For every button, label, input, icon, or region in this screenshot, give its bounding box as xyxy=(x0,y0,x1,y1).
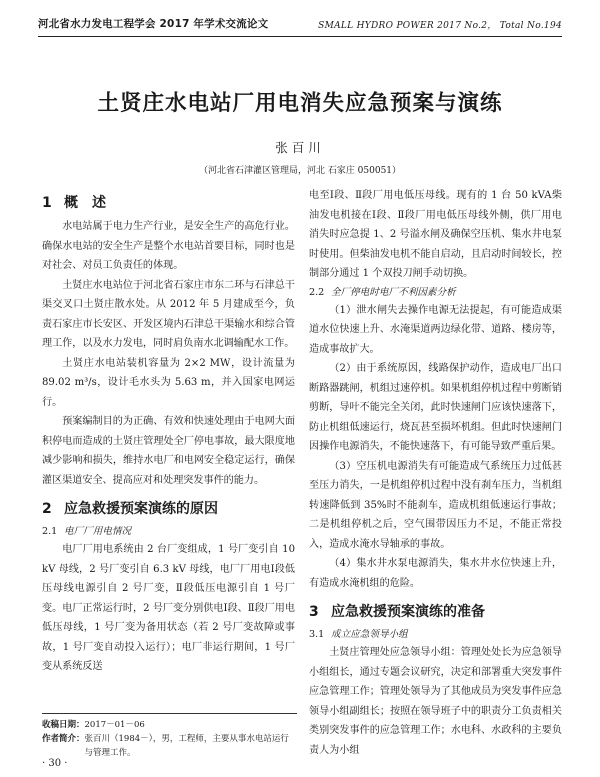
paragraph: 土贤庄水电站位于河北省石家庄市东二环与石津总干渠交叉口土贤庄散水处。从 2012 年 5 月建成至今，负责石家庄市长安区、开发区境内石津总干渠输水和综合管理工作，以及水力发电，同时肩负南水北调输配水工作。 xyxy=(42,279,295,349)
footnote-received: 收稿日期： 2017－01－06 xyxy=(42,720,145,730)
subsection-3-1-heading: 3.1 成立应急领导小组 xyxy=(309,629,408,640)
paragraph: 电至Ⅰ段、Ⅱ段厂用电低压母线。现有的 1 台 50 kVA柴油发电机接在Ⅰ段、Ⅱ段厂用电低压母线外侧，供厂用电消失时应急提 1、2 号溢水闸及确保空压机、集水井电泵时使用。但柴油发电机不能自启动，且启动时间较长，控制部分通过 1 个双投刀闸手动切换。 xyxy=(309,190,562,279)
paragraph: （3）空压机电源消失有可能造成气系统压力过低甚至压力消失，一是机组停机过程中没有刹车压力，当机组转速降低到 35%时不能刹车，造成机组低速运行事故；二是机组停机之后，空气围带因压力不足，不能正常投入，造成水淹水导轴承的事故。 xyxy=(309,460,562,550)
section-2-heading: 2 应急救援预案演练的原因 xyxy=(42,501,218,517)
paragraph: 土贤庄管理处应急领导小组：管理处处长为应急领导小组组长，通过专题会议研究，决定和部署重大突发事件应急管理工作；管理处领导为了其他成员为突发事件应急领导小组副组长；按照在领导班子中的职责分工负责相关类别突发事件的应急管理工作；水电科、水政科的主要负责人为小组 xyxy=(309,647,562,756)
paragraph: 预案编制目的为正确、有效和快速处理由于电网大面积停电而造成的土贤庄管理处全厂停电事故，最大限度地减少影响和损失，维持水电厂和电网安全稳定运行，确保灌区渠道安全、提高应对和处理突发事件的能力。 xyxy=(42,416,295,486)
section-1-heading: 1 概 述 xyxy=(42,195,106,211)
page-number: · 30 · xyxy=(42,758,68,769)
subsection-2-1-heading: 2.1 电厂厂用电情况 xyxy=(42,526,132,537)
paragraph: （2）由于系统原因，线路保护动作，造成电厂出口断路器跳闸，机组过速停机。如果机组停机过程中剪断销剪断，导叶不能完全关闭，此时快速闸门应该快速落下，防止机组低速运行，烧瓦甚至损坏机组。但此时快速闸门因操作电源消失，不能快速落下，有可能导致严重后果。 xyxy=(309,363,562,452)
paragraph: （4）集水井水泵电源消失，集水井水位快速上升，有造成水淹机组的危险。 xyxy=(309,558,562,589)
journal-society-label: 河北省水力发电工程学会 2017 年学术交流论文 xyxy=(38,18,269,30)
paragraph: 水电站属于电力生产行业，是安全生产的高危行业。确保水电站的安全生产是整个水电站首要目标，同时也是对社会、对员工负责任的体现。 xyxy=(42,221,295,271)
subsection-2-2-heading: 2.2 全厂停电时电厂不利因素分析 xyxy=(309,286,456,298)
article-author: 张百川 xyxy=(275,140,325,155)
paragraph: 土贤庄水电站装机容量为 2×2 MW，设计流量为 89.02 m³/s，设计毛水头为 5.63 m，并入国家电网运行。 xyxy=(42,357,295,408)
right-column xyxy=(309,186,562,760)
footnote xyxy=(42,713,297,760)
article-title: 土贤庄水电站厂用电消失应急预案与演练 xyxy=(97,91,503,116)
paragraph: 电厂厂用电系统由 2 台厂变组成，1 号厂变引自 10 kV 母线，2 号厂变引自 6.3 kV 母线，电厂厂用电Ⅰ段低压母线电源引自 2 号厂变，Ⅱ段低压电源引自 1 号厂变。电厂正常运行时，2 号厂变分别供电Ⅰ段、Ⅱ段厂用电低压母线，1 号厂变为备用状态（若 2 号厂变故障或事故，1 号厂变自动投入运行）；电厂非运行期间，1 号厂变从系统反送 xyxy=(42,544,295,672)
paragraph: （1）泄水闸失去操作电源无法提起，有可能造成渠道水位快速上升、水淹渠道两边绿化带、道路、楼房等，造成事故扩大。 xyxy=(309,304,562,355)
left-column xyxy=(42,186,295,677)
author-affiliation: （河北省石津灌区管理局，河北 石家庄 050051） xyxy=(198,166,402,176)
running-header xyxy=(38,14,562,37)
section-3-heading: 3 应急救援预案演练的准备 xyxy=(309,604,485,620)
footnote-author-bio: 作者简介： 张百川（1984－），男，工程师，主要从事水电站运行与管理工作。 xyxy=(42,734,289,758)
journal-issue-label: SMALL HYDRO POWER 2017 No.2， Total No.194 xyxy=(318,21,562,31)
